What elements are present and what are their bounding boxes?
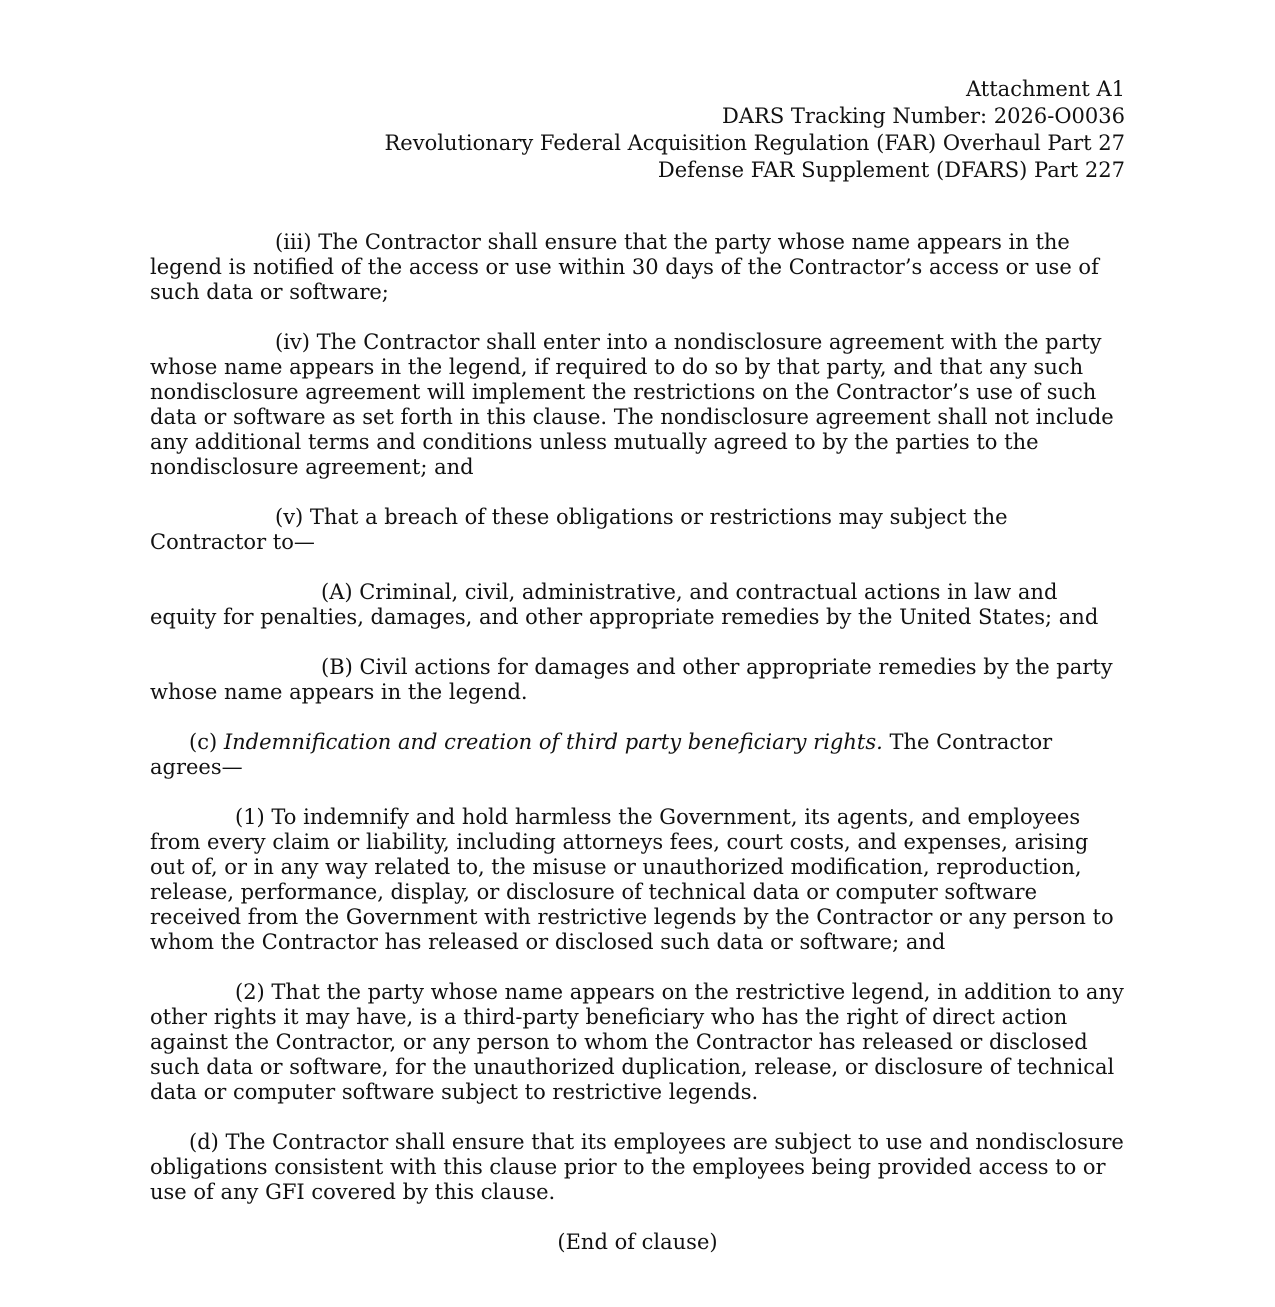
paragraph-c — [150, 730, 1125, 780]
end-of-clause: (End of clause) — [557, 1230, 718, 1254]
clause-body — [150, 230, 1125, 1255]
paragraph-d: (d) The Contractor shall ensure that its employees are subject to use and nondisclosure obligations consistent with this clause prior to the employees being provided access to or use of any GFI covered by this clause. — [150, 1130, 1124, 1204]
paragraph-iii: (iii) The Contractor shall ensure that the party whose name appears in the legend is notified of the access or use within 30 days of the Contractor’s access or use of such data or software; — [150, 230, 1099, 304]
paragraph-A: (A) Criminal, civil, administrative, and contractual actions in law and equity for penalties, damages, and other appropriate remedies by the United States; and — [150, 580, 1099, 629]
paragraph-v: (v) That a breach of these obligations or restrictions may subject the Contractor to— — [150, 505, 1008, 554]
dfars-part-title: Defense FAR Supplement (DFARS) Part 227 — [657, 158, 1125, 182]
paragraph-1: (1) To indemnify and hold harmless the Government, its agents, and employees from every claim or liability, including attorneys fees, court costs, and expenses, arising out of, or in any way related to, the misuse or unauthorized modification, reproduction, release, performance, display, or disclosure of technical data or computer software received from the Government with restrictive legends by the Contractor or any person to whom the Contractor has released or disclosed such data or software; and — [150, 805, 1114, 954]
far-part-title: Revolutionary Federal Acquisition Regulation (FAR) Overhaul Part 27 — [384, 131, 1125, 155]
paragraph-B: (B) Civil actions for damages and other appropriate remedies by the party whose name appears in the legend. — [150, 655, 1113, 704]
paragraph-c-text: The Contractor agrees— — [150, 730, 1053, 779]
paragraph-2: (2) That the party whose name appears on the restrictive legend, in addition to any other rights it may have, is a third-party beneficiary who has the right of direct action against the Contractor, or any person to whom the Contractor has released or disclosed such data or software, for the unauthorized duplication, release, or disclosure of technical data or computer software subject to restrictive legends. — [150, 980, 1124, 1104]
attachment-label: Attachment A1 — [966, 77, 1125, 101]
document-page — [150, 76, 1125, 1280]
document-header — [150, 76, 1125, 184]
paragraph-iv: (iv) The Contractor shall enter into a nondisclosure agreement with the party whose name appears in the legend, if required to do so by that party, and that any such nondisclosure agreement will implement the restrictions on the Contractor’s use of such data or software as set forth in this clause. The nondisclosure agreement shall not include any additional terms and conditions unless mutually agreed to by the parties to the nondisclosure agreement; and — [150, 330, 1114, 479]
paragraph-c-heading: Indemnification and creation of third party beneficiary rights. — [223, 730, 883, 754]
paragraph-c-label: (c) — [189, 730, 224, 754]
tracking-number: DARS Tracking Number: 2026-O0036 — [722, 104, 1125, 128]
